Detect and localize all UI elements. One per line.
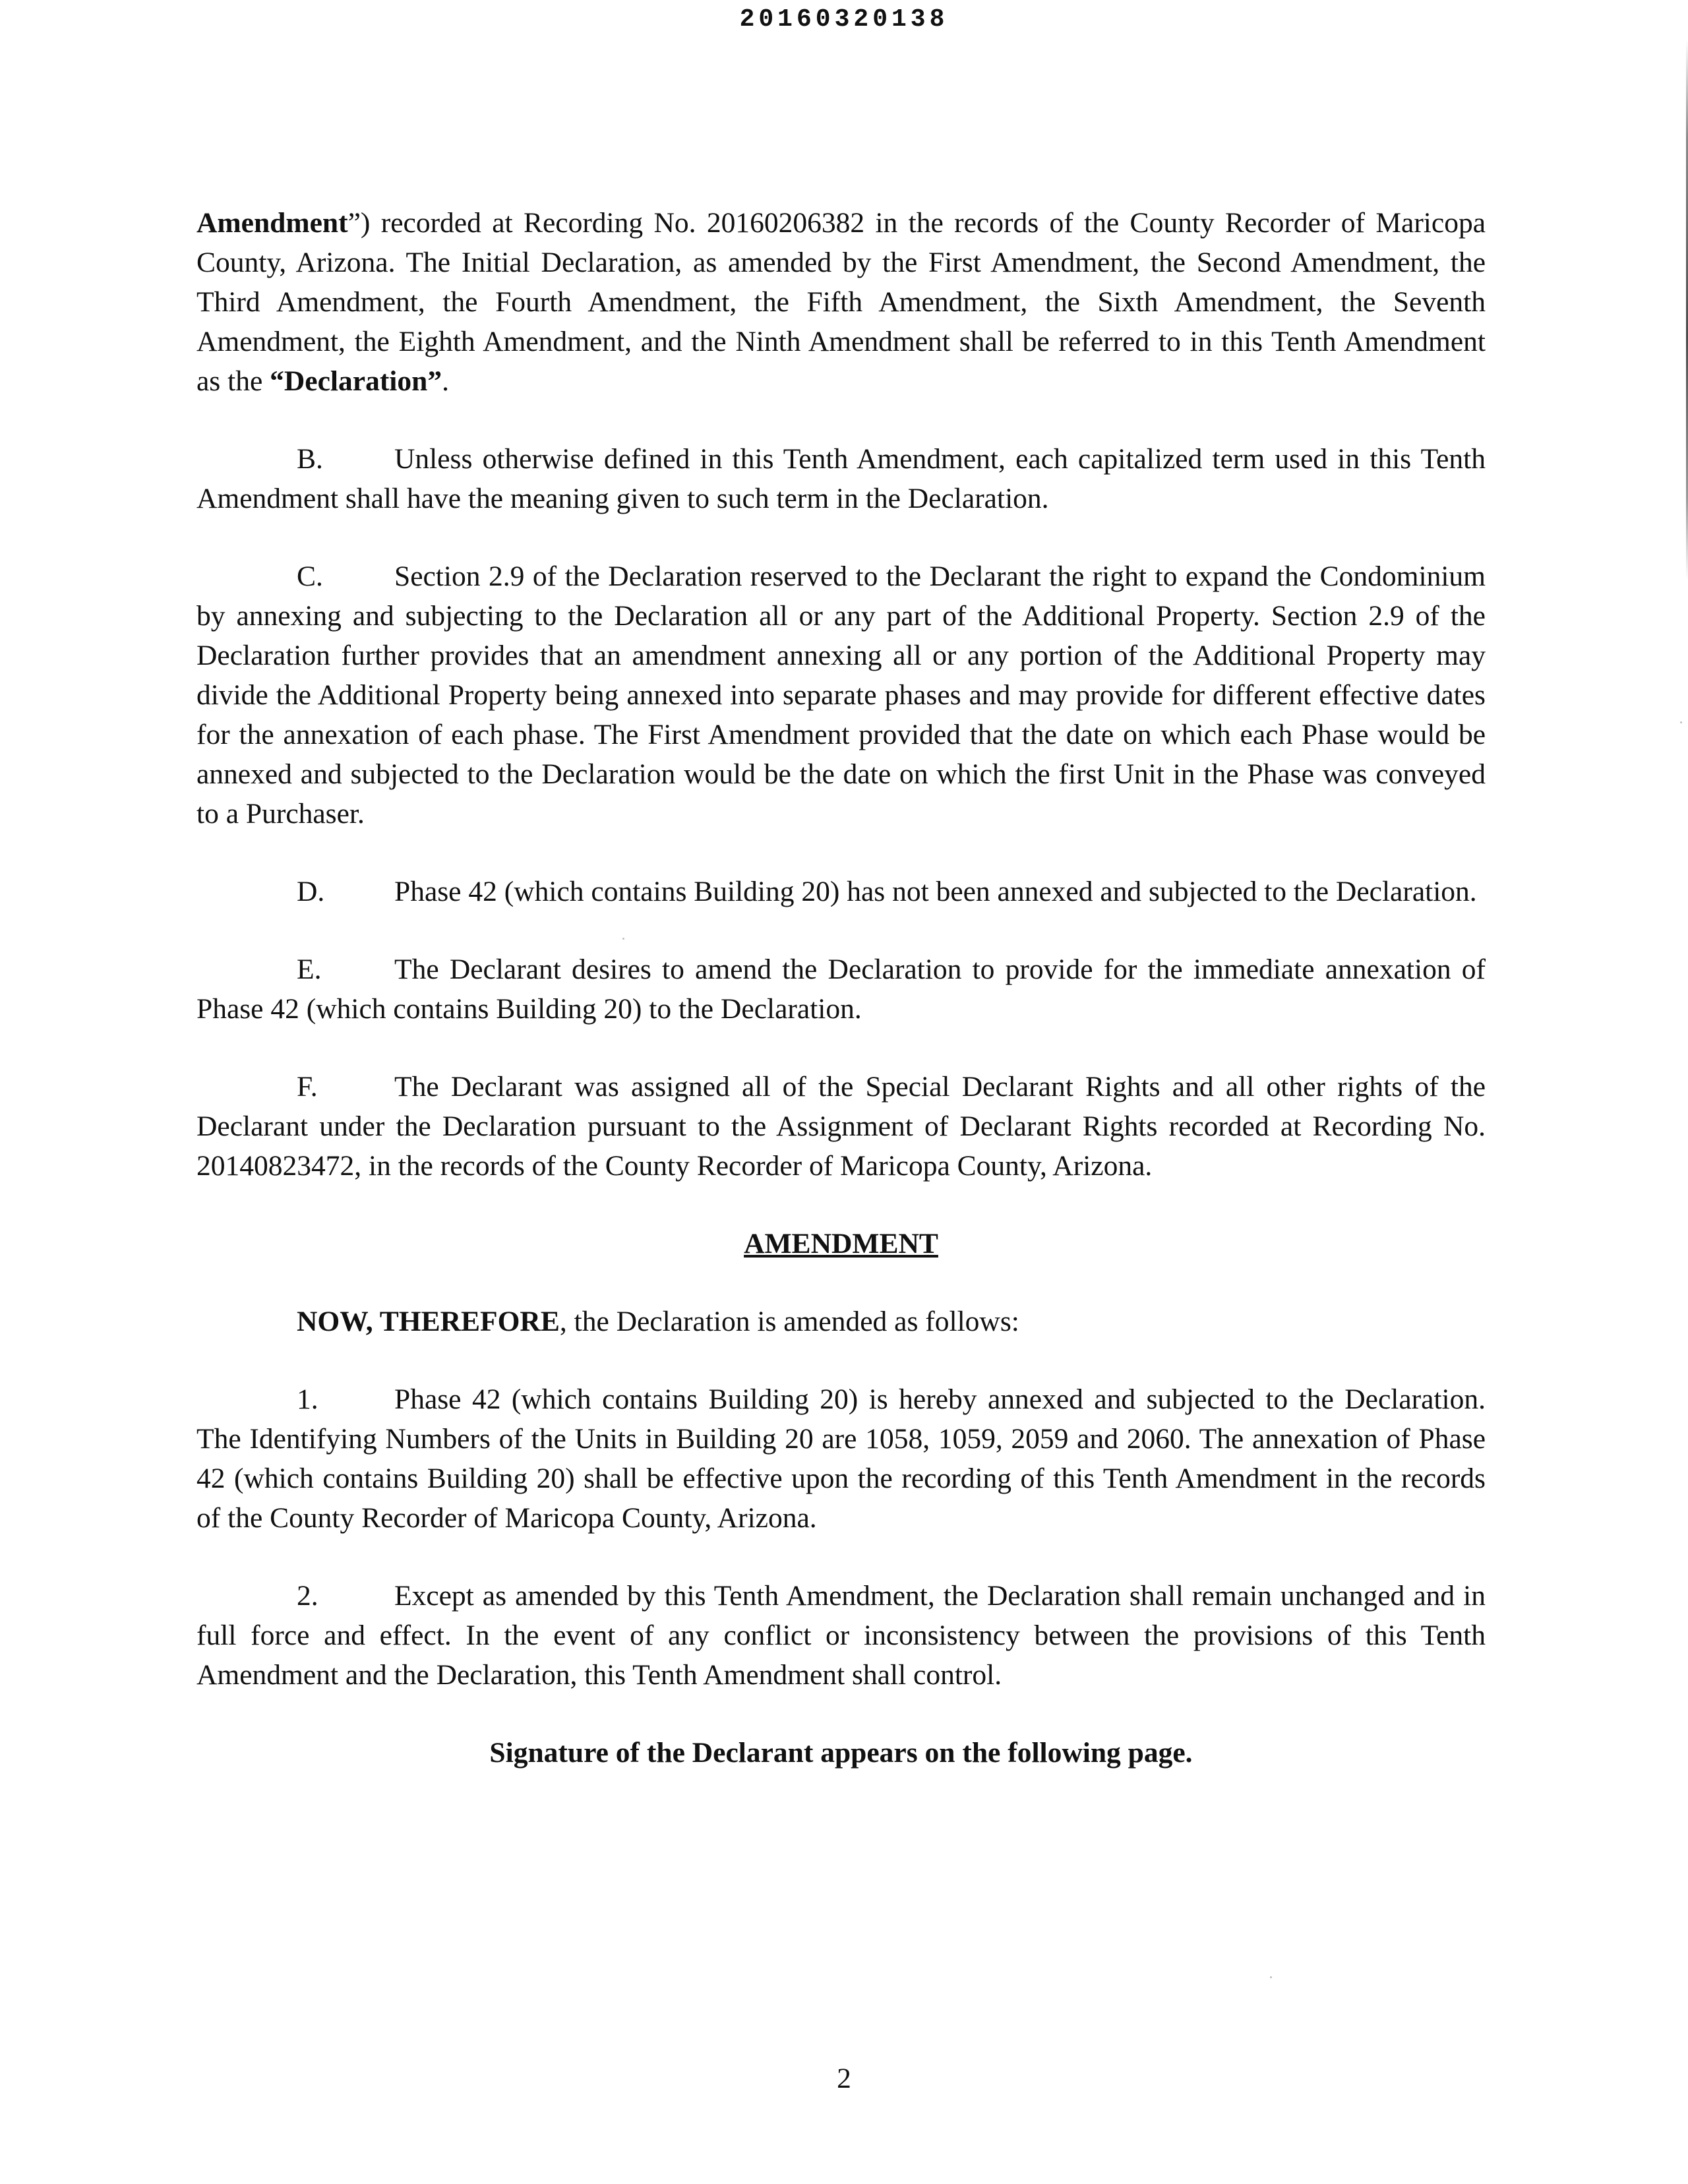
recital-c xyxy=(196,557,1486,834)
recording-number: 20160320138 xyxy=(739,5,949,34)
amendment-item-1 xyxy=(196,1380,1486,1538)
recital-b xyxy=(196,439,1486,518)
recital-d-marker: D. xyxy=(297,876,325,907)
signature-note: Signature of the Declarant appears on the following page. xyxy=(489,1737,1193,1769)
intro-defined-term: “Declaration” xyxy=(270,365,442,397)
amendment-item-2-text: Except as amended by this Tenth Amendment, the Declaration shall remain unchanged and in full force and effect. In the event of any conflict or inconsistency between the provisions of this Tenth Amendment and the Declaration, this Tenth Amendment shall control. xyxy=(196,1580,1486,1691)
recital-e-text: The Declarant desires to amend the Declaration to provide for the immediate annexation of Phase 42 (which contains Building 20) to the Declaration. xyxy=(196,954,1486,1025)
recital-e-marker: E. xyxy=(297,954,322,985)
recital-e xyxy=(196,950,1486,1029)
scan-speck xyxy=(622,938,624,940)
now-therefore-text: , the Declaration is amended as follows: xyxy=(559,1306,1019,1337)
intro-lead-term: Amendment xyxy=(196,207,348,239)
recital-f xyxy=(196,1067,1486,1186)
recital-f-marker: F. xyxy=(297,1071,318,1103)
recital-b-marker: B. xyxy=(297,443,323,475)
intro-text-1: ”) recorded at Recording No. 20160206382 in the records of the County Recorder of Maricopa County, Arizona. The Initial Declaration, as amended by the First Amendment, the Second Amendment, the Third Amendment, the Fourth Amendment, the Fifth Amendment, the Sixth Amendment, the Seventh Amendment, the Eighth Amendment, and the Ninth Amendment shall be referred to in this Tenth Amendment as the xyxy=(196,207,1486,397)
amendment-item-2 xyxy=(196,1576,1486,1695)
recital-f-text: The Declarant was assigned all of the Special Declarant Rights and all other rights of the Declarant under the Declaration pursuant to the Assignment of Declarant Rights recorded at Recording No. 20140823472, in the records of the County Recorder of Maricopa County, Arizona. xyxy=(196,1071,1486,1182)
recital-c-text: Section 2.9 of the Declaration reserved to the Declarant the right to expand the Condominium by annexing and subjecting to the Declaration all or any part of the Additional Property. Section 2.9 of the Declaration further provides that an amendment annexing all or any portion of the Additional Property may divide the Additional Property being annexed into separate phases and may provide for different effective dates for the annexation of each phase. The First Amendment provided that the date on which each Phase would be annexed and subjected to the Declaration would be the date on which the first Unit in the Phase was conveyed to a Purchaser. xyxy=(196,561,1486,830)
scan-speck xyxy=(1270,1976,1272,1978)
now-therefore-paragraph xyxy=(196,1302,1486,1341)
intro-text-2: . xyxy=(442,365,449,397)
recital-d xyxy=(196,872,1486,911)
amendment-item-1-text: Phase 42 (which contains Building 20) is hereby annexed and subjected to the Declaration. The Identifying Numbers of the Units in Building 20 are 1058, 1059, 2059 and 2060. The annexation of Phase 42 (which contains Building 20) shall be effective upon the recording of this Tenth Amendment in the records of the County Recorder of Maricopa County, Arizona. xyxy=(196,1383,1486,1534)
amendment-heading: AMENDMENT xyxy=(744,1228,938,1259)
document-body xyxy=(196,203,1486,1773)
scan-speck xyxy=(1680,721,1682,723)
amendment-item-2-marker: 2. xyxy=(297,1580,318,1612)
page-number: 2 xyxy=(837,2063,851,2094)
now-therefore-bold: NOW, THEREFORE xyxy=(297,1306,560,1337)
recital-d-text: Phase 42 (which contains Building 20) has not been annexed and subjected to the Declaration. xyxy=(394,876,1477,907)
intro-paragraph xyxy=(196,203,1486,401)
recital-b-text: Unless otherwise defined in this Tenth Amendment, each capitalized term used in this Tenth Amendment shall have the meaning given to such term in the Declaration. xyxy=(196,443,1486,514)
amendment-item-1-marker: 1. xyxy=(297,1383,318,1415)
recital-c-marker: C. xyxy=(297,561,323,592)
